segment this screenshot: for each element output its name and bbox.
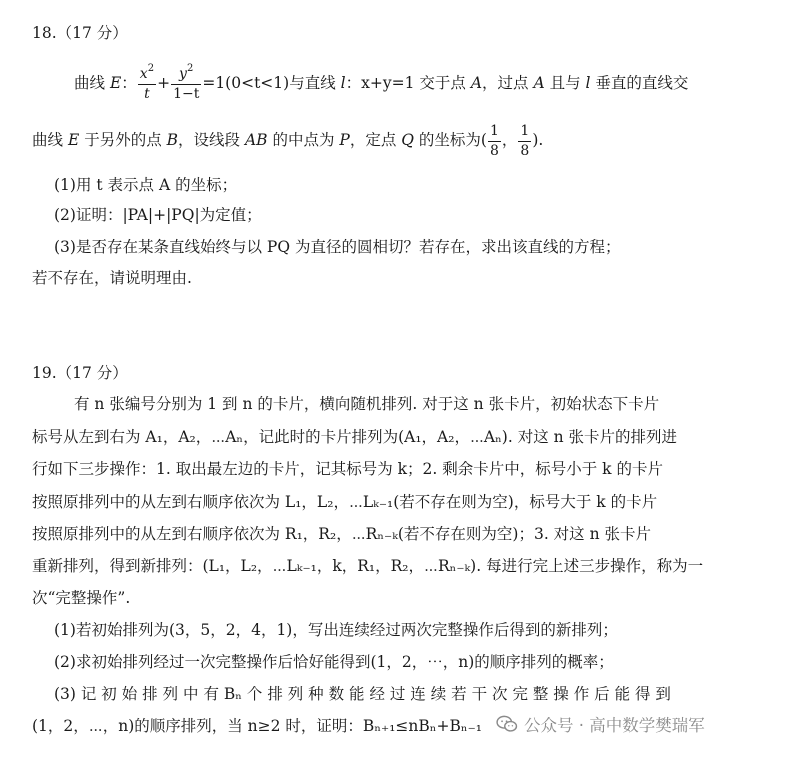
fraction-y2-1-t: $\frac{y^2}{1-t}$: [173, 62, 200, 102]
q19-heading: 19.（17 分）: [32, 364, 128, 382]
q19-body-line-1: 有 n 张编号分别为 1 到 n 的卡片，横向随机排列. 对于这 n 张卡片，初始状态下卡片: [74, 395, 660, 413]
watermark-text: 公众号 · 高中数学樊瑞军: [524, 716, 705, 735]
q19-item-3-cont: (1，2，⋯，n)的顺序排列，当 n≥2 时，证明：Bₙ₊₁≤nBₙ+Bₙ₋₁: [32, 717, 482, 735]
q18-item-3-cont: 若不存在，请说明理由.: [32, 269, 192, 287]
q19-item-2: (2)求初始排列经过一次完整操作后恰好能得到(1，2，⋯，n)的顺序排列的概率；: [54, 653, 614, 671]
q19-item-1: (1)若初始排列为(3，5，2，4，1)，写出连续经过两次完整操作后得到的新排列；: [54, 621, 618, 639]
q18-item-2: (2)证明：|PA|+|PQ|为定值；: [54, 206, 262, 224]
q19-body-line-4: 按照原排列中的从左到右顺序依次为 L₁，L₂，⋯Lₖ₋₁(若不存在则为空)，标号大于 k 的卡片: [32, 493, 658, 511]
q18-item-1: (1)用 t 表示点 A 的坐标；: [54, 176, 238, 194]
q19-body-line-7: 次“完整操作”.: [32, 589, 131, 607]
q18-intro-line2: 曲线 E 于另外的点 B，设线段 AB 的中点为 P，定点 Q 的坐标为( $\frac{1}{8}$ ， $\frac{1}{8}$ ).: [32, 122, 544, 159]
q19-body-line-3: 行如下三步操作：1. 取出最左边的卡片，记其标号为 k；2. 剩余卡片中，标号小于 k 的卡片: [32, 460, 663, 478]
fraction-one-eighth-2: $\frac{1}{8}$: [520, 122, 530, 159]
q18-intro-line1: 曲线 E： $\frac{x^2}{t}$ + $\frac{y^2}{1-t}$ =1(0<t<1)与直线 l：x+y=1 交于点 A，过点 A 且与 l 垂直的直线交: [74, 62, 689, 102]
q19-body-line-5: 按照原排列中的从左到右顺序依次为 R₁，R₂，⋯Rₙ₋ₖ(若不存在则为空)；3. 对这 n 张卡片: [32, 525, 652, 543]
fraction-x2-t: $\frac{x^2}{t}$: [139, 62, 155, 102]
q18-item-3: (3)是否存在某条直线始终与以 PQ 为直径的圆相切？若存在，求出该直线的方程；: [54, 238, 621, 256]
q19-body-line-6: 重新排列，得到新排列：(L₁，L₂，⋯Lₖ₋₁，k，R₁，R₂，⋯Rₙ₋ₖ). 每进行完上述三步操作，称为一: [32, 557, 704, 575]
watermark: [496, 709, 705, 739]
q19-body-line-2: 标号从左到右为 A₁，A₂，⋯Aₙ，记此时的卡片排列为(A₁，A₂，⋯Aₙ). 对这 n 张卡片的排列进: [32, 428, 678, 446]
wechat-icon: [496, 715, 518, 733]
q19-item-3: (3) 记 初 始 排 列 中 有 Bₙ 个 排 列 种 数 能 经 过 连 续 若 干 次 完 整 操 作 后 能 得 到: [54, 685, 671, 703]
q18-heading: 18.（17 分）: [32, 24, 128, 42]
fraction-one-eighth: $\frac{1}{8}$: [489, 122, 499, 159]
